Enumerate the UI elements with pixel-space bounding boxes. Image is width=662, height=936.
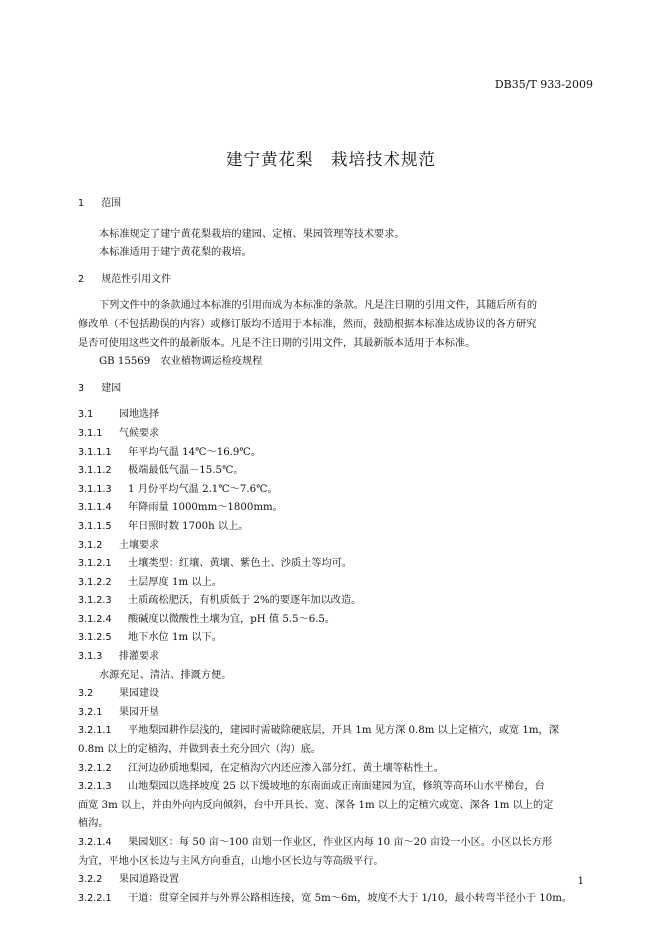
- clause-item: 3.2.1.3 山地梨园以选择坡度 25 以下缓坡地的东南面或正南面建园为宜，修筑等高环山水平梯台，台: [78, 781, 545, 793]
- paragraph: 本标准规定了建宁黄花梨栽培的建园、定植、果园管理等技术要求。: [99, 228, 405, 240]
- clause-heading: 3.2 果园建设: [78, 688, 159, 700]
- clause-item: 3.1.1.4 年降雨量 1000mm～1800mm。: [78, 502, 283, 514]
- clause-heading: 3.2.2 果园道路设置: [78, 874, 179, 886]
- clause-item-continuation: 0.8m 以上的定植沟，并做到表土充分回穴（沟）底。: [78, 744, 322, 756]
- clause-item: 3.2.1.1 平地梨园耕作层浅的，建园时需破除硬底层，开具 1m 见方深 0.8m 以上定植穴，或宽 1m，深: [78, 725, 559, 737]
- paragraph-line: 修改单（不包括勘误的内容）或修订版均不适用于本标准，然而，鼓励根据本标准达成协议的各方研究: [78, 318, 537, 330]
- clause-item: 3.1.1.5 年日照时数 1700h 以上。: [78, 520, 249, 532]
- clause-heading: 3.1 园地选择: [78, 409, 159, 421]
- clause-item: 3.2.1.2 江河边砂质地梨园，在定植沟穴内还应渗入部分红、黄土壤等粘性土。: [78, 762, 444, 774]
- paragraph-line: 是否可使用这些文件的最新版本。凡是不注日期的引用文件，其最新版本适用于本标准。: [78, 337, 476, 349]
- paragraph-line: 下列文件中的条款通过本标准的引用而成为本标准的条款。凡是注日期的引用文件，其随后所有的: [99, 300, 538, 312]
- section-heading: 2 规范性引用文件: [78, 273, 172, 285]
- clause-item: 3.2.2.1 干道：贯穿全园并与外界公路相连接，宽 5m～6m，坡度不大于 1/10，最小转弯半径小于 10m。: [78, 892, 573, 904]
- clause-item: 3.2.1.4 果园划区：每 50 亩～100 亩划一作业区，作业区内每 10 亩～20 亩设一小区。小区以长方形: [78, 837, 553, 848]
- document-body: [78, 195, 602, 908]
- clause-item-continuation: 植沟。: [78, 818, 109, 830]
- clause-heading: 3.1.1 气候要求: [78, 427, 159, 439]
- clause-heading: 3.2.1 果园开垦: [78, 706, 159, 718]
- document-number: DB35/T 933-2009: [494, 78, 593, 91]
- clause-item: 3.1.1.3 1 月份平均气温 2.1℃～7.6℃。: [78, 483, 278, 495]
- clause-item: 3.1.2.4 酸碱度以微酸性土壤为宜，pH 值 5.5～6.5。: [78, 613, 336, 625]
- section-heading: 3 建园: [78, 382, 122, 394]
- clause-item: 3.1.2.1 土壤类型：红壤、黄壤、紫色土、沙质土等均可。: [78, 558, 353, 570]
- clause-heading: 3.1.3 排灌要求: [78, 651, 159, 663]
- document-title: 建宁黄花梨 栽培技术规范: [226, 150, 436, 169]
- clause-item: 3.1.2.3 土质疏松肥沃，有机质低于 2%的要逐年加以改造。: [78, 595, 362, 607]
- clause-item: 3.1.1.1 年平均气温 14℃～16.9℃。: [78, 446, 261, 458]
- clause-item: 3.1.2.5 地下水位 1m 以下。: [78, 632, 222, 644]
- paragraph: 水源充足、清洁、排溉方便。: [99, 669, 232, 681]
- clause-heading: 3.1.2 土壤要求: [78, 539, 159, 551]
- normative-reference: GB 15569 农业植物调运检疫规程: [99, 356, 263, 368]
- clause-item-continuation: 为宜，平地小区长边与主风方向垂直，山地小区长边与等高级平行。: [78, 855, 384, 867]
- paragraph: 本标准适用于建宁黄花梨的栽培。: [99, 247, 252, 259]
- page-number: 1: [577, 876, 584, 887]
- clause-item: 3.1.2.2 土层厚度 1m 以上。: [78, 576, 222, 588]
- clause-item: 3.1.1.2 极端最低气温－15.5℃。: [78, 465, 244, 477]
- clause-item-continuation: 面宽 3m 以上，并由外向内反向倾斜，台中开具长、宽、深各 1m 以上的定植穴或宽、深各 1m 以上的定: [78, 799, 554, 811]
- section-heading: 1 范围: [78, 198, 122, 209]
